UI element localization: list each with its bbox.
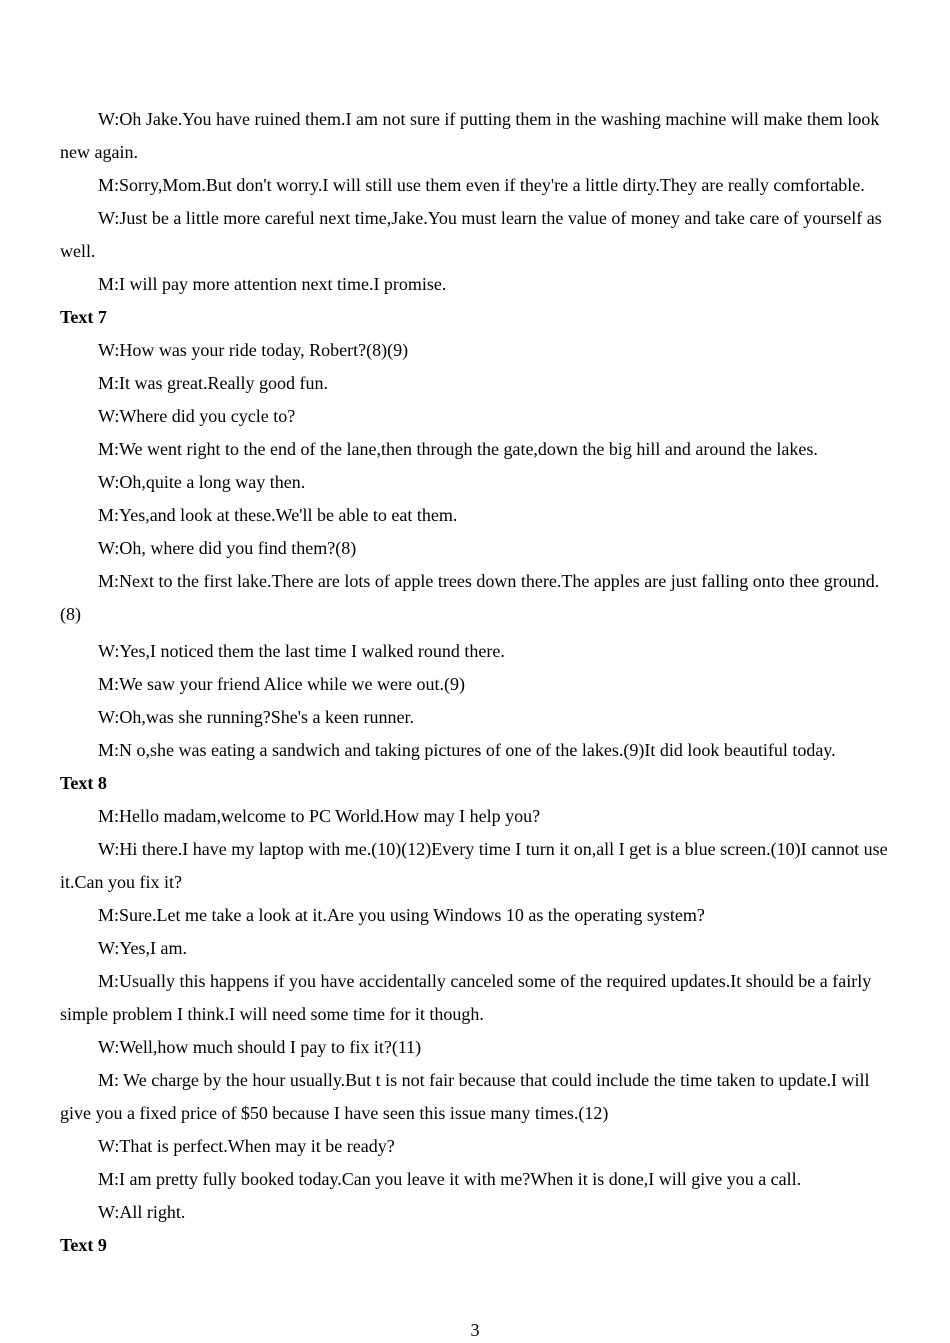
dialogue-line: M:I will pay more attention next time.I promise. <box>98 274 447 294</box>
dialogue-line: W:Yes,I noticed them the last time I walked round there. <box>98 641 505 661</box>
dialogue-line: M:Sure.Let me take a look at it.Are you using Windows 10 as the operating system? <box>98 905 705 925</box>
dialogue-line: W:Where did you cycle to? <box>98 406 296 426</box>
dialogue-line: W:Oh,quite a long way then. <box>98 472 306 492</box>
section-heading-text-7: Text 7 <box>60 307 107 327</box>
dialogue-line: M:Yes,and look at these.We'll be able to eat them. <box>98 505 458 525</box>
dialogue-line: M:Usually this happens if you have accidentally canceled some of the required updates.It should be a fairly simple problem I think.I will need some time for it though. <box>60 971 872 1024</box>
dialogue-line: M:Hello madam,welcome to PC World.How may I help you? <box>98 806 541 826</box>
section-heading-text-9: Text 9 <box>60 1235 107 1255</box>
transcript-body <box>60 103 890 1262</box>
dialogue-line: W:Oh, where did you find them?(8) <box>98 538 357 558</box>
dialogue-line: W:That is perfect.When may it be ready? <box>98 1136 395 1156</box>
dialogue-line: W:Just be a little more careful next time,Jake.You must learn the value of money and take care of yourself as well. <box>60 208 882 261</box>
dialogue-line: W:Yes,I am. <box>98 938 187 958</box>
dialogue-line: M:Sorry,Mom.But don't worry.I will still use them even if they're a little dirty.They are really comfortable. <box>98 175 865 195</box>
dialogue-line: M:N o,she was eating a sandwich and taking pictures of one of the lakes.(9)It did look beautiful today. <box>98 740 836 760</box>
dialogue-line: W:All right. <box>98 1202 186 1222</box>
dialogue-line: M:We went right to the end of the lane,then through the gate,down the big hill and around the lakes. <box>98 439 818 459</box>
section-heading-text-8: Text 8 <box>60 773 107 793</box>
page-number: 3 <box>470 1320 480 1340</box>
dialogue-line: M:I am pretty fully booked today.Can you leave it with me?When it is done,I will give you a call. <box>98 1169 802 1189</box>
dialogue-line: W:Oh,was she running?She's a keen runner. <box>98 707 414 727</box>
dialogue-line: M:Next to the first lake.There are lots of apple trees down there.The apples are just falling onto thee ground.(8) <box>60 571 880 624</box>
dialogue-line: M: We charge by the hour usually.But t is not fair because that could include the time taken to update.I will give you a fixed price of $50 because I have seen this issue many times.(12) <box>60 1070 870 1123</box>
dialogue-line: M:We saw your friend Alice while we were out.(9) <box>98 674 465 694</box>
dialogue-line: M:It was great.Really good fun. <box>98 373 328 393</box>
dialogue-line: W:How was your ride today, Robert?(8)(9) <box>98 340 409 360</box>
dialogue-line: W:Well,how much should I pay to fix it?(11) <box>98 1037 422 1057</box>
dialogue-line: W:Hi there.I have my laptop with me.(10)(12)Every time I turn it on,all I get is a blue screen.(10)I cannot use it.Can you fix it? <box>60 839 888 892</box>
dialogue-line: W:Oh Jake.You have ruined them.I am not sure if putting them in the washing machine will make them look new again. <box>60 109 880 162</box>
